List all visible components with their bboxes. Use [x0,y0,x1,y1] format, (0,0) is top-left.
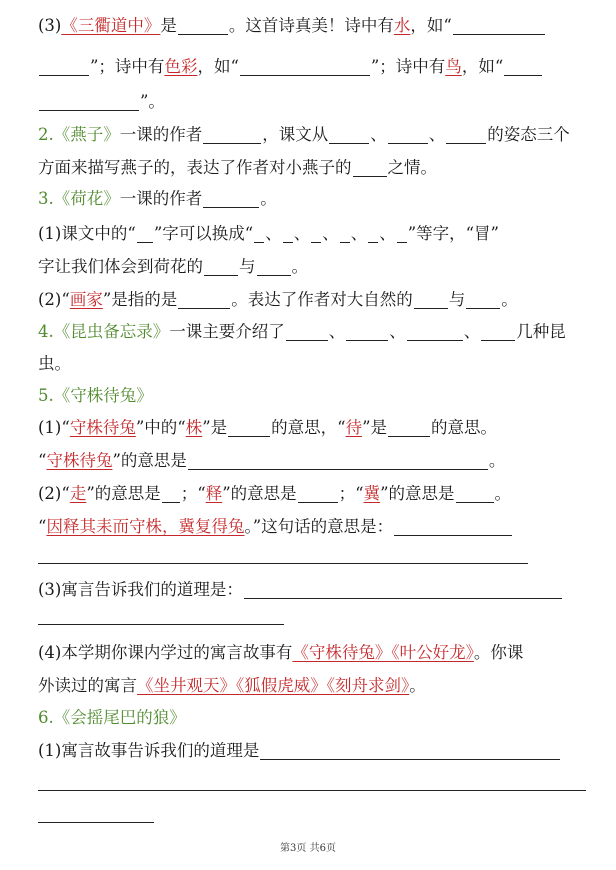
text: ”；诗中有 [90,57,165,76]
text: 方面来描写燕子的，表达了作者对小燕子的 [38,158,352,177]
answer-blank[interactable] [340,222,350,243]
s5-q3-line [38,574,596,606]
keyword-idiom: 守株待兔 [69,418,136,437]
text: 。表达了作者对大自然的 [231,290,413,309]
answer-blank[interactable] [283,222,293,243]
answer-blank[interactable] [456,482,494,503]
answer-blank[interactable] [39,90,139,111]
keyword-zhu: 株 [185,418,203,437]
s3-line2 [38,218,596,250]
s6-title-row [38,702,596,734]
answer-blank[interactable] [162,482,180,503]
s5-q2-line1 [38,478,596,510]
answer-blank[interactable] [414,288,448,309]
text: 。 [260,189,277,208]
text: 的意思，“ [271,418,346,437]
answer-blank[interactable] [203,187,259,208]
text: 、 [370,125,387,144]
text: ”是 [362,418,387,437]
answer-blank[interactable] [453,14,545,35]
text: 。”这句话的意思是： [244,517,394,536]
text: (2)“ [38,484,70,503]
answer-blank[interactable] [481,320,515,341]
text: 与 [239,257,256,276]
text: ，如“ [197,57,239,76]
text: ”的意思是 [112,451,187,470]
text: ，如“ [461,57,504,76]
text: 几种昆 [516,322,566,341]
keyword-ji: 冀 [363,484,381,503]
keyword-color: 色彩 [164,57,198,76]
text: (1)课文中的“ [38,224,136,243]
text: 、 [265,224,282,243]
answer-blank[interactable] [504,55,542,76]
keyword-sentence: 因释其耒而守株，冀复得兔 [46,517,245,536]
s3-line1 [38,183,596,215]
text: (1)“ [38,418,70,437]
text: ，如“ [410,16,452,35]
fable-titles-in-class: 《守株待兔》《叶公好龙》 [292,643,474,662]
section-title: 5.《守株待兔》 [38,386,153,405]
answer-blank[interactable] [228,416,270,437]
text: ；“ [338,484,364,503]
text: (3)寓言告诉我们的道理是： [38,580,243,599]
answer-blank[interactable] [346,320,388,341]
keyword-dai: 待 [345,418,363,437]
answer-blank[interactable] [203,123,261,144]
s5-title-row [38,380,596,412]
text: (2)“ [38,290,70,309]
s5-q2-line2 [38,511,596,543]
text: 、 [379,224,396,243]
text: 、 [322,224,339,243]
text: “ [38,517,47,536]
text: ”字可以换成“ [153,224,254,243]
s5-q1-line2 [38,445,596,477]
answer-blank[interactable] [329,123,369,144]
text: 。这首诗真美！诗中有 [228,16,394,35]
keyword-painter: 画家 [69,290,103,309]
text: 。 [488,451,506,470]
text: (4)本学期你课内学过的寓言故事有 [38,643,293,662]
text: ，课文从 [262,125,329,144]
answer-blank[interactable] [240,55,370,76]
s5-q4-line1 [38,637,596,669]
answer-blank[interactable] [260,739,560,760]
poem-title: 《三衢道中》 [61,16,161,35]
s5-q1-line1 [38,412,596,444]
text: 、 [428,125,446,144]
text: ”；诗中有 [370,57,446,76]
text: 一课的作者 [119,189,203,208]
text: 一课主要介绍了 [169,322,285,341]
answer-blank[interactable] [368,222,378,243]
text: ”的意思是 [86,484,161,503]
answer-blank[interactable] [407,320,463,341]
answer-blank[interactable] [466,288,500,309]
answer-blank[interactable] [137,222,153,243]
text: ”是指的是 [102,290,178,309]
answer-blank[interactable] [178,288,230,309]
s4-line2 [38,348,596,380]
s2-line1 [38,119,596,151]
section-title: 6.《会摇尾巴的狼》 [38,708,186,727]
answer-line[interactable] [38,790,586,791]
answer-blank[interactable] [254,222,264,243]
section-title: 3.《荷花》 [38,189,120,208]
s2-line2 [38,152,596,184]
text: ”是 [202,418,228,437]
text: 、 [350,224,368,243]
answer-blank[interactable] [394,515,512,536]
fable-titles-extra: 《坐井观天》《狐假虎威》《刻舟求剑》 [137,676,410,695]
answer-blank[interactable] [204,255,238,276]
text: 之情。 [387,158,437,177]
text: 。 [291,257,308,276]
question-number: (3) [38,16,62,35]
text: 的意思。 [431,418,497,437]
text: 、 [389,322,406,341]
keyword-idiom: 守株待兔 [46,451,113,470]
keyword-zou: 走 [69,484,87,503]
text: ；“ [180,484,206,503]
answer-blank[interactable] [39,55,89,76]
text: 与 [448,290,466,309]
answer-blank[interactable] [188,449,488,470]
answer-blank[interactable] [311,222,321,243]
text: ”中的“ [135,418,186,437]
answer-blank[interactable] [178,14,228,35]
q3-line1 [38,10,596,42]
section-title: 2.《燕子》 [38,125,120,144]
answer-line[interactable] [38,822,154,823]
s3-line4 [38,284,596,316]
answer-blank[interactable] [244,578,562,599]
s3-line3 [38,251,596,283]
answer-blank[interactable] [446,123,486,144]
keyword-bird: 鸟 [445,57,462,76]
text: 外读过的寓言 [38,676,137,695]
text: “ [38,451,47,470]
text: ”的意思是 [380,484,455,503]
q3-line2 [38,51,596,83]
page-footer: 第3页 共6页 [280,843,336,854]
text: 一课的作者 [119,125,203,144]
text: ”。 [140,92,165,111]
answer-blank[interactable] [388,123,428,144]
text: 。 [501,290,518,309]
text: 。 [409,676,426,695]
answer-blank[interactable] [286,320,328,341]
answer-blank[interactable] [388,416,430,437]
answer-blank[interactable] [353,156,387,177]
s6-q1-line [38,735,596,767]
answer-blank[interactable] [257,255,291,276]
answer-line[interactable] [38,563,528,564]
answer-line[interactable] [38,624,284,625]
answer-blank[interactable] [298,482,338,503]
keyword-water: 水 [393,16,411,35]
text: 字让我们体会到荷花的 [38,257,203,276]
q3-line3 [38,86,596,118]
text: 、 [328,322,346,341]
text: 虫。 [38,354,71,373]
text: 、 [463,322,481,341]
text: ”等字，“冒” [407,224,499,243]
text: 是 [160,16,177,35]
section-title: 4.《昆虫备忘录》 [38,322,170,341]
answer-blank[interactable] [397,222,407,243]
text: (1)寓言故事告诉我们的道理是 [38,741,260,760]
keyword-shi: 释 [205,484,223,503]
text: 。 [494,484,511,503]
text: 。你课 [473,643,524,662]
s5-q4-line2 [38,670,596,702]
text: 、 [293,224,311,243]
s4-line1 [38,316,596,348]
text: ”的意思是 [222,484,297,503]
text: 的姿态三个 [487,125,570,144]
